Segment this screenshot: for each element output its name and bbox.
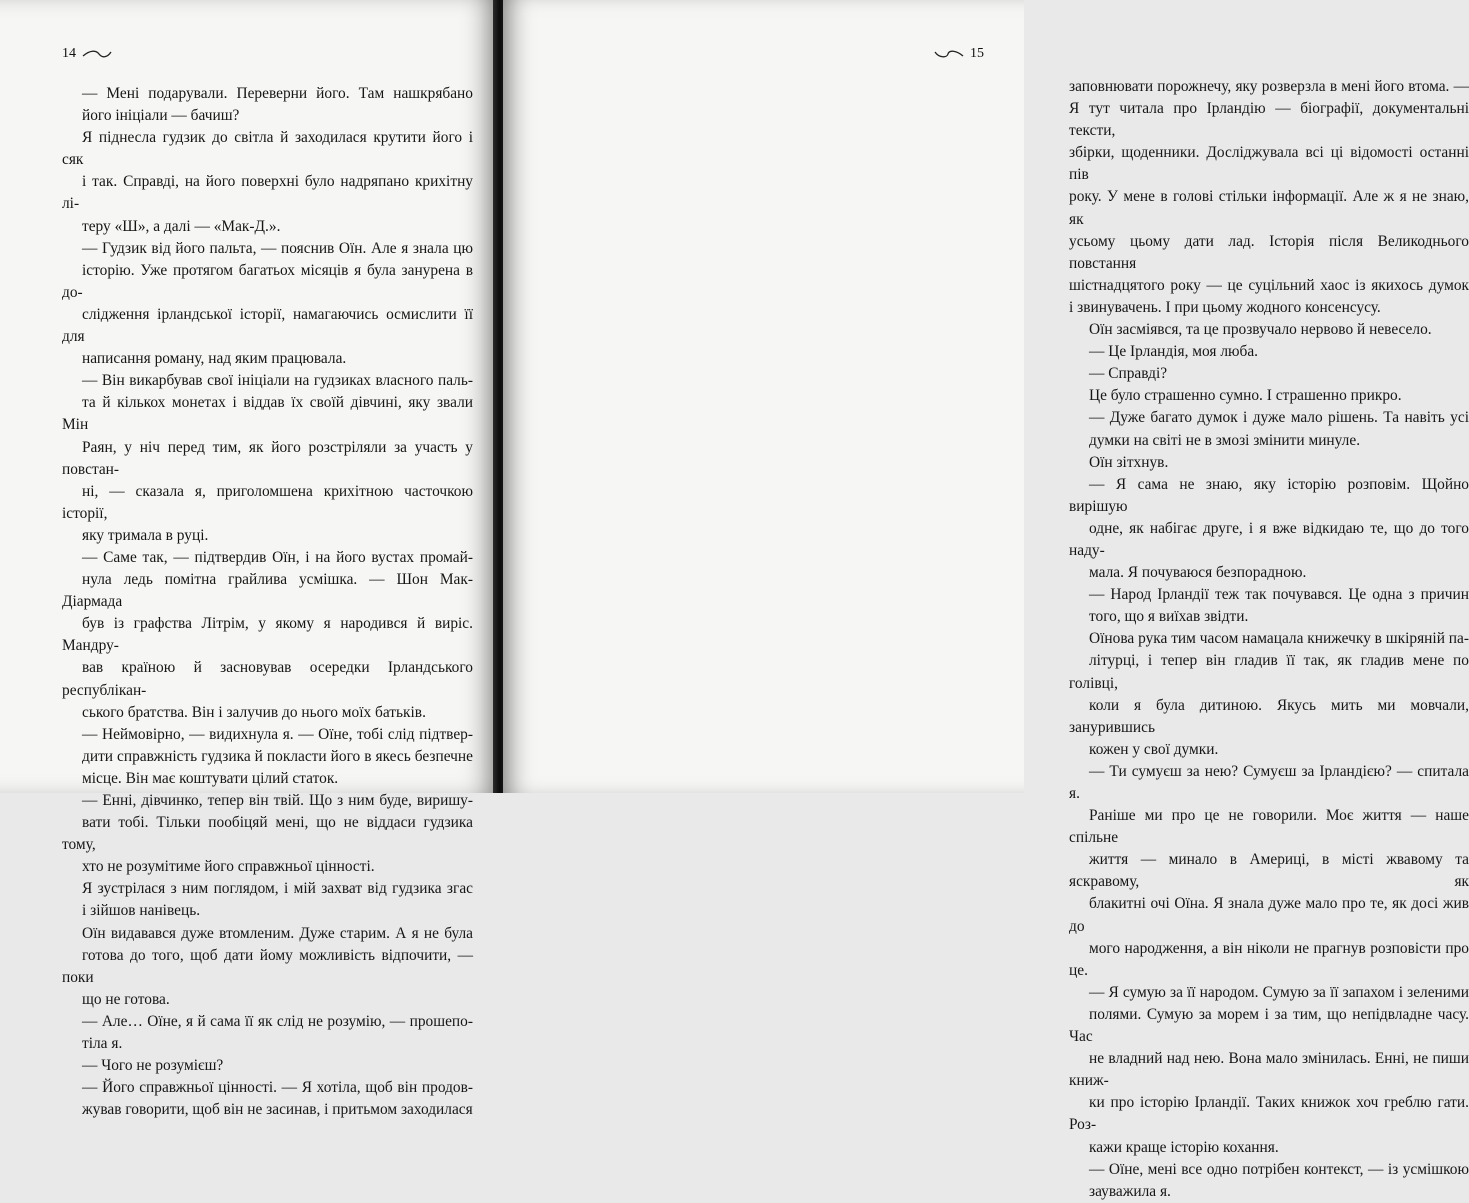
text-line: Оїн видавався дуже втомленим. Дуже старим. А я не була bbox=[82, 924, 473, 942]
right-page-number: 15 bbox=[970, 46, 984, 61]
text-line: — Але… Оїне, я й сама її як слід не розумію, — прошепо- bbox=[82, 1012, 473, 1030]
right-page-folio bbox=[934, 46, 984, 62]
text-line: Це було страшенно сумно. І страшенно прикро. bbox=[1089, 387, 1402, 405]
text-line: того, що я виїхав звідти. bbox=[1089, 608, 1249, 626]
paragraph bbox=[1069, 407, 1469, 451]
text-line: ні, — сказала я, приголомшена крихітною часточкою історії, bbox=[62, 482, 473, 522]
text-line: мого народження, а він ніколи не прагнув розповісти про це. bbox=[1069, 939, 1469, 979]
text-line: тіла я. bbox=[82, 1035, 123, 1053]
text-line: був із графства Літрім, у якому я народився й виріс. Мандру- bbox=[62, 615, 473, 655]
text-line: ки про історію Ірландії. Таких книжок хоч греблю гати. Роз- bbox=[1069, 1094, 1469, 1134]
text-line: одне, як набігає друге, і я вже відкидаю те, що до того наду- bbox=[1069, 519, 1469, 559]
text-line: усьому цьому дати лад. Історія після Великоднього повстання bbox=[1069, 232, 1469, 272]
text-line: шістнадцятого року — це суцільний хаос із якихось думок bbox=[1069, 276, 1469, 294]
text-line: що не готова. bbox=[82, 990, 170, 1008]
paragraph bbox=[62, 790, 473, 878]
paragraph bbox=[1069, 385, 1469, 407]
text-line: року. У мене в голові стільки інформації. Але ж я не знаю, як bbox=[1069, 188, 1469, 228]
text-line: думки на світі не в змозі змінити минуле. bbox=[1089, 431, 1361, 449]
paragraph bbox=[1069, 628, 1469, 761]
text-line: — Чого не розумієш? bbox=[82, 1057, 224, 1075]
paragraph bbox=[62, 1077, 473, 1121]
text-line: — Мені подарували. Переверни його. Там нашкрябано bbox=[82, 85, 473, 102]
text-line: — Справді? bbox=[1089, 365, 1168, 383]
text-line: — Я сумую за її народом. Сумую за її запахом і зеленими bbox=[1089, 983, 1469, 1001]
paragraph bbox=[1069, 584, 1469, 628]
text-line: слідження ірландської історії, намагаючись осмислити її для bbox=[62, 305, 473, 346]
text-line: життя — минало в Америці, в місті жвавому та яскравому, як bbox=[1069, 851, 1469, 891]
paragraph bbox=[1069, 805, 1469, 982]
text-line: дити справжність гудзика й покласти його в якесь безпечне bbox=[82, 747, 473, 765]
text-line: кожен у свої думки. bbox=[1089, 740, 1219, 758]
text-line: Я піднесла гудзик до світла й заходилася крутити його і сяк bbox=[62, 129, 473, 169]
text-line: хто не розумітиме його справжньої цінності. bbox=[82, 858, 375, 876]
text-line: і так. Справді, на його поверхні було надряпано крихітну лі- bbox=[62, 173, 473, 213]
paragraph bbox=[62, 370, 473, 547]
text-line: та й кількох монетах і віддав їх своїй дівчині, яку звали Мін bbox=[62, 394, 473, 434]
text-line: кажи краще історію кохання. bbox=[1089, 1138, 1279, 1156]
text-line: — Він викарбував свої ініціали на гудзиках власного паль- bbox=[82, 372, 473, 390]
paragraph bbox=[62, 724, 473, 790]
paragraph bbox=[62, 1011, 473, 1055]
text-line: вати тобі. Тільки пообіцяй мені, що не віддаси гудзика тому, bbox=[62, 814, 473, 854]
text-line: літурці, і тепер він гладив її так, як гладив мене по голівці, bbox=[1069, 652, 1469, 692]
text-line: Оїнова рука тим часом намацала книжечку в шкіряній па- bbox=[1089, 630, 1469, 648]
text-line: Я тут читала про Ірландію — біографії, документальні тексти, bbox=[1069, 100, 1469, 140]
left-page-body bbox=[62, 83, 473, 1121]
text-line: — Саме так, — підтвердив Оїн, і на його вустах промай- bbox=[82, 548, 473, 566]
paragraph bbox=[1069, 761, 1469, 805]
text-line: і звинувачень. І при цьому жодного консенсусу. bbox=[1069, 298, 1381, 316]
paragraph bbox=[1069, 474, 1469, 584]
right-page bbox=[503, 0, 1469, 1200]
text-line: зауважила я. bbox=[1089, 1182, 1171, 1200]
paragraph bbox=[1069, 452, 1469, 474]
left-page-number: 14 bbox=[62, 46, 76, 61]
text-line: — Ти сумуєш за нею? Сумуєш за Ірландією? — спитала я. bbox=[1069, 762, 1469, 802]
paragraph bbox=[62, 127, 473, 237]
swash-ornament-icon bbox=[934, 49, 964, 59]
text-line: історію. Уже протягом багатьох місяців я була занурена в до- bbox=[62, 261, 473, 301]
text-line: Раян, у ніч перед тим, як його розстріляли за участь у повстан- bbox=[62, 438, 473, 478]
paragraph bbox=[1069, 319, 1469, 341]
paragraph bbox=[1069, 341, 1469, 363]
text-line: нула ледь помітна грайлива усмішка. — Шон Мак-Діармада bbox=[62, 571, 473, 611]
paragraph bbox=[1069, 76, 1469, 319]
text-line: готова до того, щоб дати йому можливість відпочити, — поки bbox=[62, 946, 473, 986]
text-line: його ініціали — бачиш? bbox=[82, 107, 240, 125]
left-page bbox=[0, 0, 497, 1119]
text-line: — Я сама не знаю, яку історію розповім. Щойно вирішую bbox=[1069, 475, 1469, 515]
paragraph bbox=[62, 238, 473, 371]
text-line: місце. Він має коштувати цілий статок. bbox=[82, 769, 339, 787]
paragraph bbox=[62, 923, 473, 1011]
text-line: — Народ Ірландії теж так почувався. Це одна з причин bbox=[1089, 586, 1469, 604]
right-page-body bbox=[1069, 76, 1469, 1203]
paragraph bbox=[62, 547, 473, 724]
text-line: теру «Ш», а далі — «Мак-Д.». bbox=[82, 217, 281, 235]
text-line: Оїн зітхнув. bbox=[1089, 453, 1169, 471]
text-line: блакитні очі Оїна. Я знала дуже мало про те, як досі жив до bbox=[1069, 895, 1469, 935]
paragraph bbox=[1069, 1159, 1469, 1203]
text-line: Раніше ми про це не говорили. Моє життя — наше спільне bbox=[1069, 807, 1469, 847]
left-page-folio bbox=[62, 46, 112, 62]
text-line: — Неймовірно, — видихнула я. — Оїне, тобі слід підтвер- bbox=[82, 725, 473, 743]
text-line: і зійшов нанівець. bbox=[82, 902, 201, 920]
text-line: — Це Ірландія, моя люба. bbox=[1089, 343, 1259, 361]
paragraph bbox=[62, 878, 473, 922]
text-line: жував говорити, щоб він не засинав, і притьмом заходилася bbox=[82, 1101, 473, 1119]
text-line: — Гудзик від його пальта, — пояснив Оїн. Але я знала цю bbox=[82, 239, 473, 257]
text-line: — Оїне, мені все одно потрібен контекст, — із усмішкою bbox=[1089, 1160, 1469, 1178]
text-line: мала. Я почуваюся безпорадною. bbox=[1089, 564, 1307, 582]
text-line: — Дуже багато думок і дуже мало рішень. Та навіть усі bbox=[1089, 409, 1469, 427]
text-line: вав країною й засновував осередки Ірландського республікан- bbox=[62, 659, 473, 699]
text-line: збірки, щоденники. Досліджувала всі ці відомості останні пів bbox=[1069, 144, 1469, 184]
paragraph bbox=[1069, 982, 1469, 1159]
paragraph bbox=[62, 83, 473, 127]
paragraph bbox=[62, 1055, 473, 1077]
text-line: Я зустрілася з ним поглядом, і мій захват від гудзика згас bbox=[82, 880, 473, 898]
text-line: полями. Сумую за морем і за тим, що непідвладне часу. Час bbox=[1069, 1005, 1469, 1046]
text-line: коли я була дитиною. Якусь мить ми мовчали, занурившись bbox=[1069, 696, 1469, 736]
text-line: яку тримала в руці. bbox=[82, 526, 209, 544]
text-line: — Його справжньої цінності. — Я хотіла, щоб він продов- bbox=[82, 1079, 473, 1097]
text-line: Оїн засміявся, та це прозвучало нервово й невесело. bbox=[1089, 321, 1432, 339]
text-line: не владний над нею. Вона мало змінилась. Енні, не пиши книж- bbox=[1069, 1050, 1469, 1090]
text-line: заповнювати порожнечу, яку розверзла в мені його втома. — bbox=[1069, 78, 1469, 95]
text-line: написання роману, над яким працювала. bbox=[82, 350, 347, 368]
paragraph bbox=[1069, 363, 1469, 385]
text-line: ського братства. Він і залучив до нього моїх батьків. bbox=[82, 703, 426, 721]
text-line: — Енні, дівчинко, тепер він твій. Що з ним буде, виришу- bbox=[82, 792, 473, 809]
swash-ornament-icon bbox=[82, 49, 112, 59]
